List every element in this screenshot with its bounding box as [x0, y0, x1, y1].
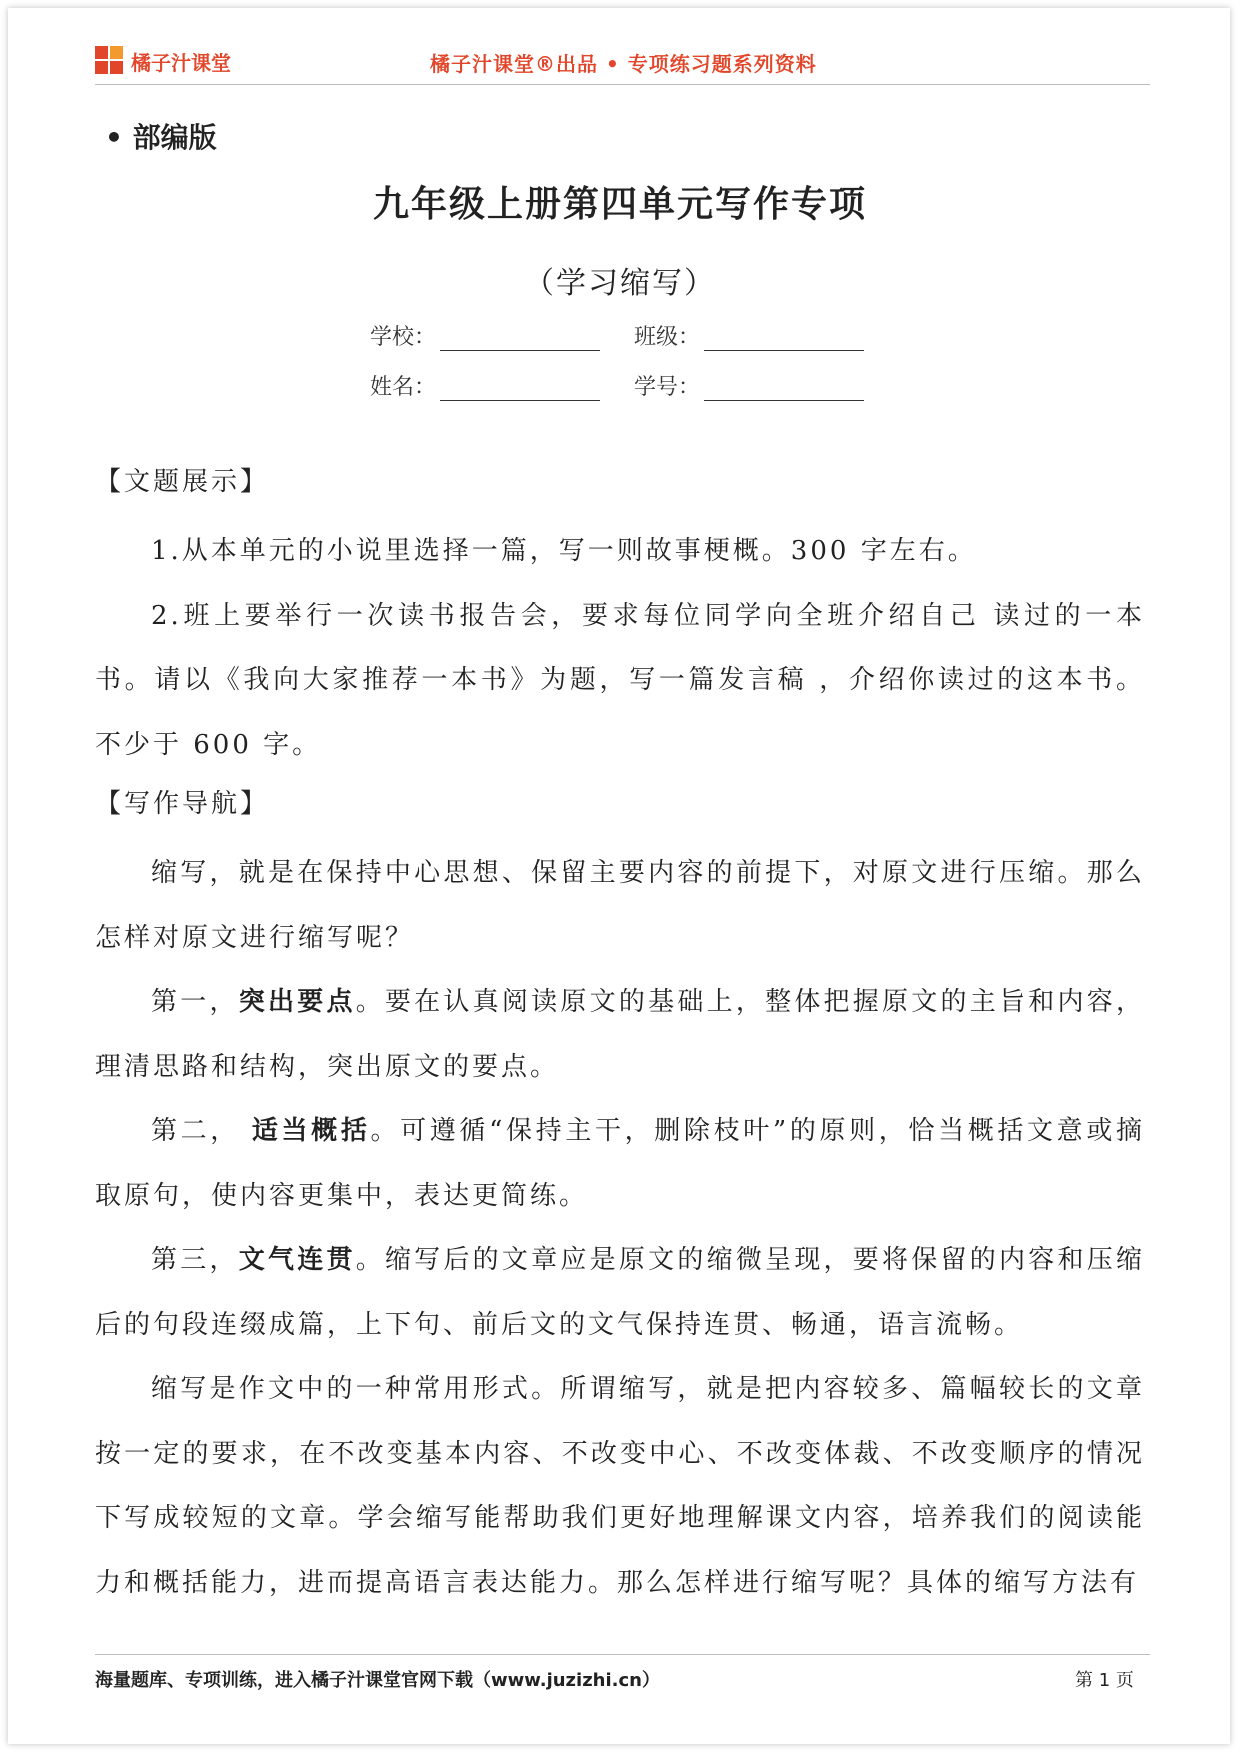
guide-point-2: 第二， 适当概括。可遵循“保持主干，删除枝叶”的原则，恰当概括文意或摘取原句，使内容更集中，表达更简练。 — [95, 1116, 1145, 1211]
document-subtitle: （学习缩写） — [524, 266, 716, 301]
student-id-field — [634, 370, 864, 401]
class-label: 班级： — [634, 325, 701, 350]
guide-intro: 缩写，就是在保持中心思想、保留主要内容的前提下，对原文进行压缩。那么怎样对原文进行缩写呢？ — [95, 858, 1145, 953]
class-blank[interactable] — [704, 326, 864, 351]
header-title: 橘子汁课堂®出品 • 专项练习题系列资料 — [430, 52, 817, 76]
guide-closing: 缩写是作文中的一种常用形式。所谓缩写，就是把内容较多、篇幅较长的文章按一定的要求，在不改变基本内容、不改变中心、不改变体裁、不改变顺序的情况下写成较短的文章。学会缩写能帮助我们更好地理解课文内容，培养我们的阅读能力和概括能力，进而提高语言表达能力。那么怎样进行缩写呢？具体的缩写方法有 — [95, 1374, 1145, 1598]
student-id-blank[interactable] — [704, 376, 864, 401]
guide-point-1: 第一，突出要点。要在认真阅读原文的基础上，整体把握原文的主旨和内容，理清思路和结构，突出原文的要点。 — [95, 987, 1145, 1082]
point-1-keyword: 突出要点 — [238, 987, 356, 1017]
guide-point-3: 第三，文气连贯。缩写后的文章应是原文的缩微呈现，要将保留的内容和压缩后的句段连缀成篇，上下句、前后文的文气保持连贯、畅通，语言流畅。 — [95, 1245, 1145, 1340]
school-field — [370, 320, 600, 351]
logo-icon — [95, 46, 125, 76]
document-title: 九年级上册第四单元写作专项 — [372, 183, 867, 225]
footer-note: 海量题库、专项训练，进入橘子汁课堂官网下载（www.juzizhi.cn） — [95, 1670, 660, 1691]
class-field — [634, 320, 864, 351]
edition-label: • 部编版 — [105, 121, 217, 154]
school-label: 学校： — [370, 325, 437, 350]
logo — [95, 46, 231, 76]
school-blank[interactable] — [440, 326, 600, 351]
point-3-keyword: 文气连贯 — [238, 1245, 356, 1275]
guide-section-heading: 【写作导航】 — [95, 789, 270, 819]
name-label: 姓名： — [370, 375, 437, 400]
document-body — [95, 455, 1145, 1615]
point-2-keyword: 适当概括 — [251, 1116, 371, 1146]
topic-item-2: 2.班上要举行一次读书报告会，要求每位同学向全班介绍自己 读过的一本书。请以《我向大家推荐一本书》为题，写一篇发言稿 ，介绍你读过的这本书。不少于 600 字。 — [95, 600, 1145, 760]
footer-divider — [95, 1654, 1150, 1655]
page-number: 第 1 页 — [1075, 1670, 1134, 1691]
name-blank[interactable] — [440, 376, 600, 401]
page-header — [95, 40, 1150, 85]
name-field — [370, 370, 600, 401]
student-id-label: 学号： — [634, 375, 701, 400]
topic-item-1: 1.从本单元的小说里选择一篇，写一则故事梗概。300 字左右。 — [151, 536, 977, 566]
logo-text: 橘子汁课堂 — [131, 50, 231, 75]
topic-section-heading: 【文题展示】 — [95, 467, 270, 497]
